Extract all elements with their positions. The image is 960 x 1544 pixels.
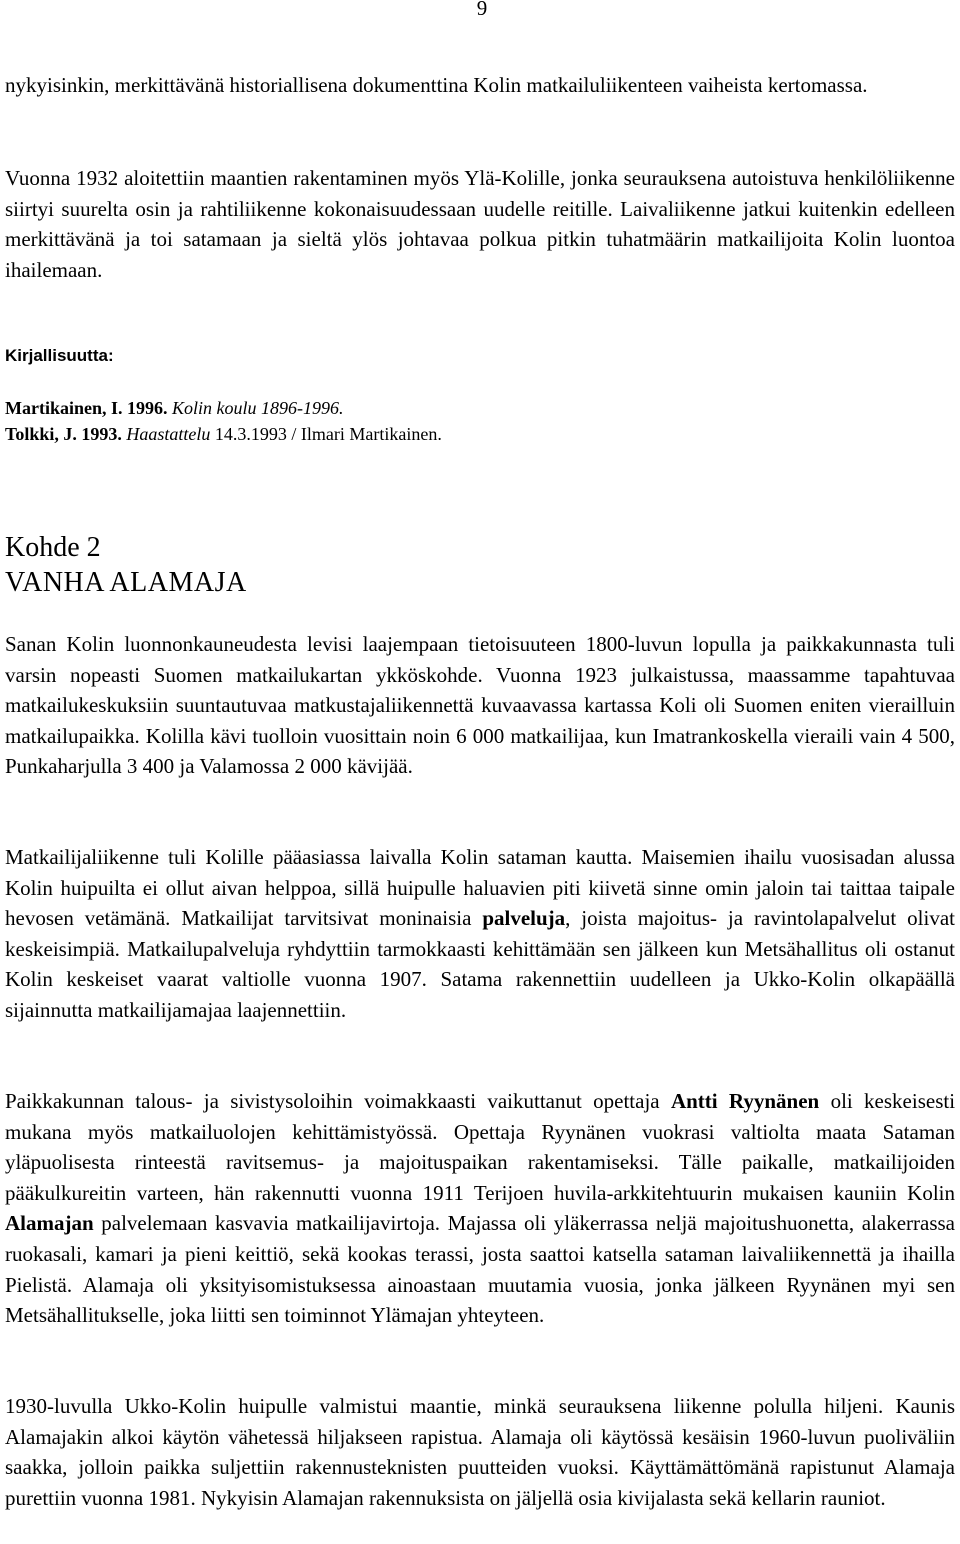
literature-entry-2 bbox=[5, 422, 442, 446]
body-paragraph-3-part-c: palvelemaan kasvavia matkailijavirtoja. Majassa oli yläkerrassa neljä majoitushuonetta, alakerrassa ruokasali, kamari ja pieni keittiö, sekä kookas terassi, josta saattoi katsella sataman laivaliikennettä ja ihailla Pielistä. Alamaja oli yksityisomistuksessa ainoastaan muutamia vuosia, jonka jälkeen Ryynänen myi sen Metsähallitukselle, joka liitti sen toiminnot Ylämajan yhteyteen. bbox=[5, 1211, 955, 1328]
section-number: Kohde 2 bbox=[5, 532, 101, 563]
section-title: VANHA ALAMAJA bbox=[5, 567, 247, 598]
body-paragraph-2 bbox=[5, 842, 955, 1026]
literature-entry-rest: 14.3.1993 / Ilmari Martikainen. bbox=[214, 424, 442, 444]
body-paragraph-2-part-a: Matkailijaliikenne tuli Kolille pääasiassa laivalla Kolin sataman kautta. Maisemien ihailu vuosisadan alussa Kolin huipuilta ei ollut aivan helppoa, sillä huipulle haluavien piti kiivetä sinne omin jaloin tai taittaa taipale hevosen vetämänä. Matkailijat tarvitsivat moninaisia bbox=[5, 845, 955, 931]
intro-paragraph-2: Vuonna 1932 aloitettiin maantien rakentaminen myös Ylä-Kolille, jonka seurauksena autoistuva henkilöliikenne siirtyi suurelta osin ja rahtiliikenne kokonaisuudessaan uudelle reitille. Laivaliikenne jatkui kuitenkin edelleen merkittävänä ja toi satamaan ja sieltä ylös johtavaa polkua pitkin tuhatmäärin matkailijoita Kolin luontoa ihailemaan. bbox=[5, 166, 955, 282]
page-number: 9 bbox=[476, 0, 488, 20]
intro-paragraph-1: nykyisinkin, merkittävänä historiallisena dokumenttina Kolin matkailuliikenteen vaiheista kertomassa. bbox=[5, 73, 868, 97]
body-paragraph-3 bbox=[5, 1086, 955, 1331]
body-paragraph-3-part-a: Paikkakunnan talous- ja sivistysoloihin voimakkaasti vaikuttanut opettaja bbox=[5, 1089, 660, 1113]
body-paragraph-3-part-b: oli keskeisesti mukana myös matkailuolojen kehittämistyössä. Opettaja Ryynänen vuokrasi valtiolta maata Sataman yläpuolisesta rinteestä ravitsemus- ja majoituspaikan rakentamiseksi. Tälle paikalle, matkailijoiden pääkulkureitin varteen, hän rakennutti vuonna 1911 Terijoen huvila-arkkitehtuurin mukaisen kauniin Kolin bbox=[5, 1089, 956, 1205]
body-paragraph-1: Sanan Kolin luonnonkauneudesta levisi laajempaan tietoisuuteen 1800-luvun lopulla ja paikkakunnasta tuli varsin nopeasti Suomen matkailukartan ykköskohde. Vuonna 1923 julkaistussa, maassamme tapahtuvaa matkailukeskuksiin suuntautuvaa matkustajaliikennettä kuvaavassa kartassa Koli oli Suomen eniten vierailluin matkailupaikka. Kolilla kävi tuolloin vuosittain noin 6 000 matkailijaa, kun Imatrankoskella vieraili vain 4 500, Punkaharjulla 3 400 ja Valamossa 2 000 kävijää. bbox=[5, 632, 955, 779]
name-antti-ryynanen: Antti Ryynänen bbox=[670, 1089, 820, 1113]
literature-entry-1 bbox=[5, 396, 344, 420]
literature-entry-title: Haastattelu bbox=[126, 424, 211, 444]
literature-entry-author: Tolkki, J. 1993. bbox=[5, 424, 122, 444]
name-alamaja: Alamajan bbox=[5, 1211, 94, 1236]
body-paragraph-2-part-b: , joista majoitus- ja ravintolapalvelut olivat keskeisimpiä. Matkailupalveluja ryhdyttiin tarmokkaasti kehittämään sen jälkeen kun Metsähallitus oli ostanut Kolin keskeiset vaarat valtiolle vuonna 1907. Satama rakennettiin uudelleen ja Ukko-Kolin olkapäällä sijainnutta matkailijamajaa laajennettiin. bbox=[5, 906, 955, 1022]
literature-entry-author: Martikainen, I. 1996. bbox=[5, 398, 168, 418]
term-palveluja: palveluja bbox=[482, 906, 566, 931]
literature-heading: Kirjallisuutta: bbox=[5, 346, 114, 365]
body-paragraph-4: 1930-luvulla Ukko-Kolin huipulle valmistui maantie, minkä seurauksena liikenne polulla hiljeni. Kaunis Alamajakin alkoi käytön vähetessä hiljakseen rapistua. Alamaja oli käytössä kesäisin 1960-luvun puoliväliin saakka, jolloin paikka suljettiin rakennusteknisten puutteiden vuoksi. Käyttämättömänä rapistunut Alamaja purettiin vuonna 1981. Nykyisin Alamajan rakennuksista on jäljellä osia kivijalasta sekä kellarin rauniot. bbox=[5, 1394, 955, 1510]
literature-entry-title: Kolin koulu 1896-1996. bbox=[172, 398, 344, 418]
